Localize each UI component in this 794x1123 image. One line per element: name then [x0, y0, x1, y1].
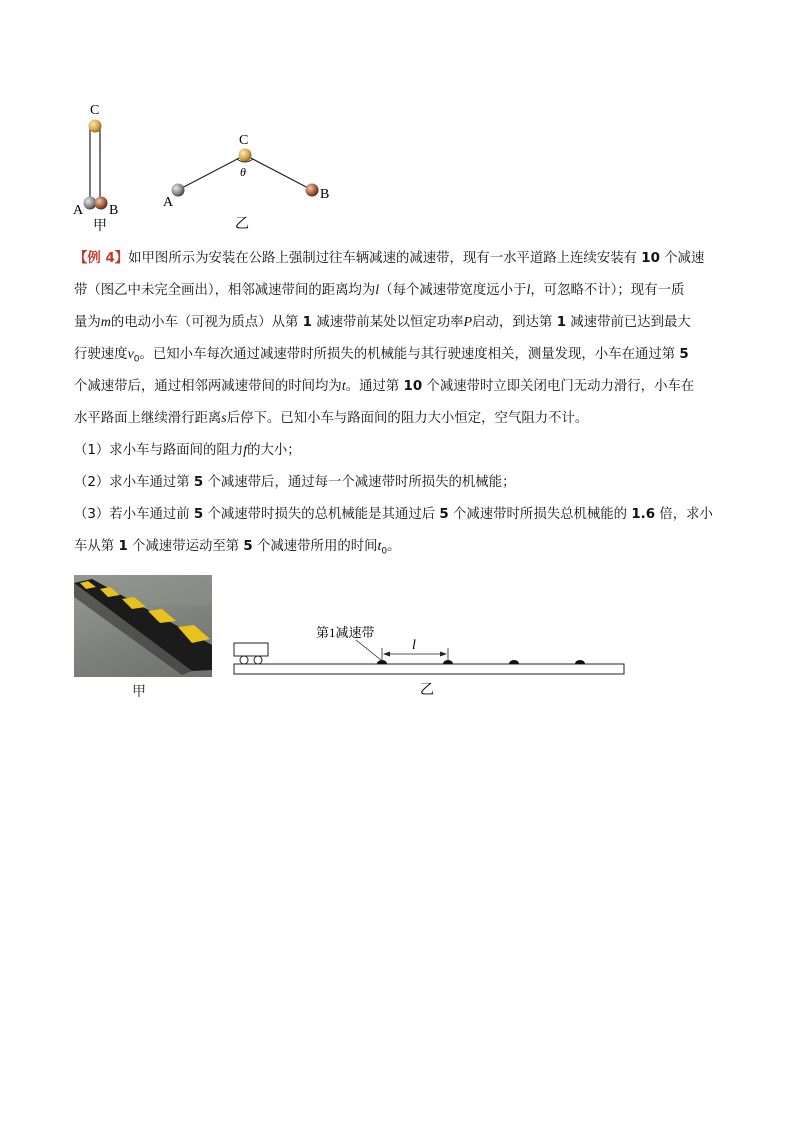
label-c: C — [90, 103, 100, 118]
text-number: 1 — [302, 315, 312, 330]
text-segment: 倍，求小 — [655, 507, 713, 522]
ball-b — [306, 184, 319, 197]
speed-bump-drawing — [74, 575, 212, 677]
arrow-left — [383, 652, 390, 657]
text-segment: （3）若小车通过前 — [74, 507, 194, 522]
question-2 — [74, 467, 722, 499]
text-number: 1 — [118, 539, 128, 554]
text-number: 5 — [439, 507, 449, 522]
distance-label: l — [412, 638, 416, 653]
text-number: 1.6 — [631, 507, 656, 522]
road — [234, 664, 624, 674]
belt-label: 第1减速带 — [316, 625, 375, 640]
label-a: A — [163, 195, 174, 210]
text-segment: （每个减速带宽度远小于 — [379, 283, 527, 298]
text-line-3 — [74, 307, 722, 339]
text-line-6 — [74, 403, 722, 435]
label-b: B — [109, 203, 119, 218]
cart-wheel — [240, 656, 248, 664]
cart-body — [234, 643, 268, 656]
text-number: 5 — [193, 475, 204, 490]
text-segment: 后停下。已知小车与路面间的阻力大小恒定，空气阻力不计。 — [226, 411, 589, 426]
text-number: 10 — [403, 379, 423, 394]
speed-bump-3 — [509, 660, 519, 664]
question-3-cont — [74, 531, 722, 563]
speed-bump-4 — [575, 660, 585, 664]
text-segment: 水平路面上继续滑行距离 — [74, 411, 222, 426]
speed-bump-1 — [377, 660, 387, 664]
symbol-f: f — [243, 443, 248, 458]
label-leader — [356, 640, 381, 660]
text-segment: 个减速带运动至第 — [127, 539, 244, 554]
example-tag: 【例 4】 — [74, 251, 129, 266]
text-line-4 — [74, 339, 722, 371]
rod-ca — [178, 155, 245, 190]
text-number: 5 — [679, 347, 689, 362]
arrow-right — [440, 652, 447, 657]
text-line-5 — [74, 371, 722, 403]
road-diagram — [228, 620, 628, 702]
symbol-l: l — [375, 283, 380, 298]
speed-bump-photo — [74, 575, 212, 677]
label-c: C — [239, 133, 249, 148]
question-1 — [74, 435, 722, 467]
symbol-v: v — [127, 347, 134, 362]
ball-c — [89, 120, 102, 133]
ball-b — [95, 197, 108, 210]
problem-text — [74, 243, 722, 563]
text-segment: （2）求小车通过第 — [74, 475, 194, 490]
label-b: B — [320, 187, 330, 202]
text-segment: 个减速带所用的时间 — [252, 539, 378, 554]
text-segment: ，可忽略不计）；现有一质 — [530, 283, 685, 298]
text-segment: 的电动小车（可视为质点）从第 — [110, 315, 303, 330]
symbol-t: t — [341, 379, 346, 394]
subscript: 0 — [133, 354, 140, 365]
text-segment: 个减速 — [659, 251, 705, 266]
text-number: 1 — [556, 315, 567, 330]
caption-photo-jia: 甲 — [132, 685, 146, 700]
text-number: 10 — [641, 251, 660, 266]
text-segment: 。通过第 — [345, 379, 404, 394]
text-segment: 的大小； — [247, 443, 301, 458]
ball-c — [239, 149, 252, 162]
caption-yi: 乙 — [420, 683, 434, 698]
ball-a — [172, 184, 185, 197]
text-segment: 减速带前已达到最大 — [566, 315, 691, 330]
text-segment: 带（图乙中未完全画出），相邻减速带间的距离均为 — [74, 283, 376, 298]
text-segment: 减速带前某处以恒定功率 — [311, 315, 464, 330]
text-segment: 个减速带后，通过每一个减速带时所损失的机械能； — [203, 475, 516, 490]
text-number: 5 — [243, 539, 253, 554]
figure-jia — [60, 96, 140, 236]
speed-bump-2 — [443, 660, 453, 664]
text-segment: 行驶速度 — [74, 347, 128, 362]
text-segment: 个减速带后，通过相邻两减速带间的时间均为 — [74, 379, 342, 394]
text-segment: 。已知小车每次通过减速带时所损失的机械能与其行驶速度相关，测量发现，小车在通过第 — [139, 347, 680, 362]
text-segment: 如甲图所示为安装在公路上强制过往车辆减速的减速带，现有一水平道路上连续安装有 — [128, 251, 642, 266]
symbol-m: m — [100, 315, 111, 330]
label-theta: θ — [240, 165, 246, 179]
text-segment: 启动，到达第 — [472, 315, 557, 330]
cart-wheel — [254, 656, 262, 664]
symbol-p: P — [463, 315, 473, 330]
text-line-1 — [74, 243, 722, 275]
text-line-2 — [74, 275, 722, 307]
text-segment: 。 — [387, 539, 401, 554]
rod-cb — [245, 155, 312, 190]
figure-yi — [155, 128, 345, 238]
question-3 — [74, 499, 722, 531]
text-number: 5 — [193, 507, 204, 522]
symbol-t: t — [377, 539, 382, 554]
rod — [90, 126, 100, 204]
text-segment: 个减速带时立即关闭电门无动力滑行，小车在 — [422, 379, 695, 394]
symbol-l: l — [526, 283, 531, 298]
text-segment: 量为 — [74, 315, 101, 330]
text-segment: （1）求小车与路面间的阻力 — [74, 443, 244, 458]
text-segment: 车从第 — [74, 539, 119, 554]
subscript: 0 — [381, 546, 388, 557]
caption-yi: 乙 — [235, 217, 249, 232]
symbol-s: s — [221, 411, 227, 426]
text-segment: 个减速带时损失的总机械能是其通过后 — [203, 507, 440, 522]
text-segment: 个减速带时所损失总机械能的 — [448, 507, 632, 522]
label-a: A — [73, 203, 84, 218]
caption-jia: 甲 — [93, 219, 107, 234]
